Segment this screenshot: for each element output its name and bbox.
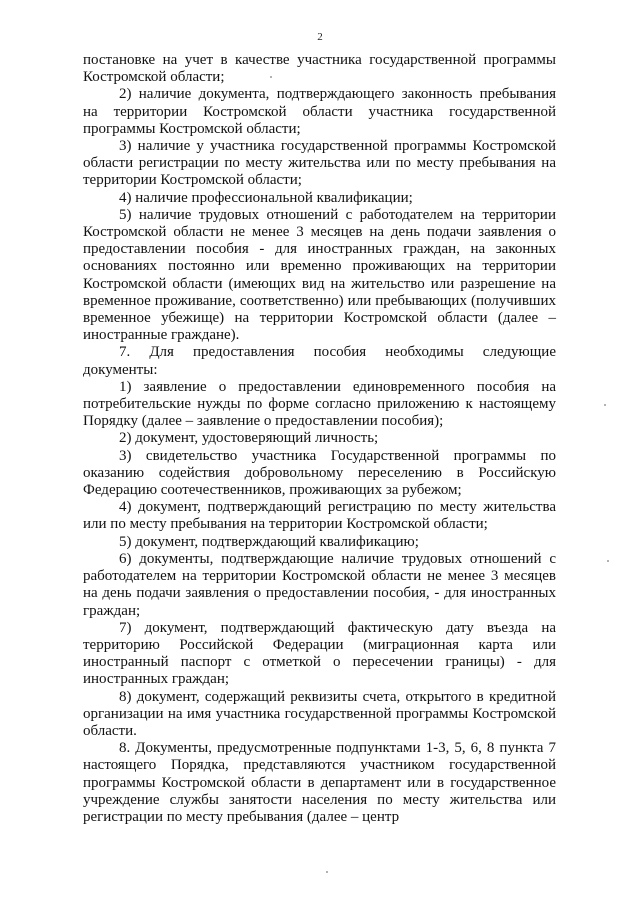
paragraph-condition-5: 5) наличие трудовых отношений с работодателем на территории Костромской области не менее 3 месяцев на день подачи заявления о предоставлении пособия - для иностранных граждан, на законных основаниях постоянно или временно проживающих на территории Костромской области (имеющих вид на жительство или разрешение на временное проживание, соответственно) или пребывающих (получивших временное убежище) на территории Костромской области (далее – иностранные граждане). (83, 206, 556, 344)
scan-speck (326, 871, 328, 873)
paragraph-continuation: постановке на учет в качестве участника государственной программы Костромской области; (83, 52, 556, 86)
paragraph-document-6: 6) документы, подтверждающие наличие трудовых отношений с работодателем на территории Костромской области не менее 3 месяцев на день подачи заявления о предоставлении пособия, - для иностранных граждан; (83, 550, 556, 619)
paragraph-document-1: 1) заявление о предоставлении единовременного пособия на потребительские нужды по форме согласно приложению к настоящему Порядку (далее – заявление о предоставлении пособия); (83, 378, 556, 430)
paragraph-condition-2: 2) наличие документа, подтверждающего законность пребывания на территории Костромской области участника государственной программы Костромской области; (83, 86, 556, 137)
scan-speck (270, 76, 272, 78)
paragraph-document-4: 4) документ, подтверждающий регистрацию по месту жительства или по месту пребывания на территории Костромской области; (83, 499, 556, 533)
paragraph-condition-3: 3) наличие у участника государственной программы Костромской области регистрации по месту жительства или по месту пребывания на территории Костромской области; (83, 138, 556, 189)
page-number: 2 (317, 31, 323, 43)
document-body (83, 52, 556, 826)
paragraph-document-7: 7) документ, подтверждающий фактическую дату въезда на территорию Российской Федерации (миграционная карта или иностранный паспорт с отметкой о пересечении границы) - для иностранных граждан; (83, 619, 556, 688)
paragraph-document-8: 8) документ, содержащий реквизиты счета, открытого в кредитной организации на имя участника государственной программы Костромской области. (83, 688, 556, 739)
paragraph-document-3: 3) свидетельство участника Государственной программы по оказанию содействия добровольному переселению в Российскую Федерацию соотечественников, проживающих за рубежом; (83, 447, 556, 499)
paragraph-document-2: 2) документ, удостоверяющий личность; (119, 430, 379, 447)
paragraph-document-5: 5) документ, подтверждающий квалификацию; (119, 533, 419, 550)
paragraph-condition-4: 4) наличие профессиональной квалификации; (119, 189, 413, 206)
scan-speck (604, 404, 606, 406)
scan-speck (607, 560, 609, 562)
paragraph-clause-8: 8. Документы, предусмотренные подпунктами 1-3, 5, 6, 8 пункта 7 настоящего Порядка, представляются участником государственной программы Костромской области в департамент или в государственное учреждение службы занятости населения по месту жительства или регистрации по месту пребывания (далее – центр (83, 740, 556, 825)
paragraph-clause-7: 7. Для предоставления пособия необходимы следующие документы: (83, 344, 556, 378)
